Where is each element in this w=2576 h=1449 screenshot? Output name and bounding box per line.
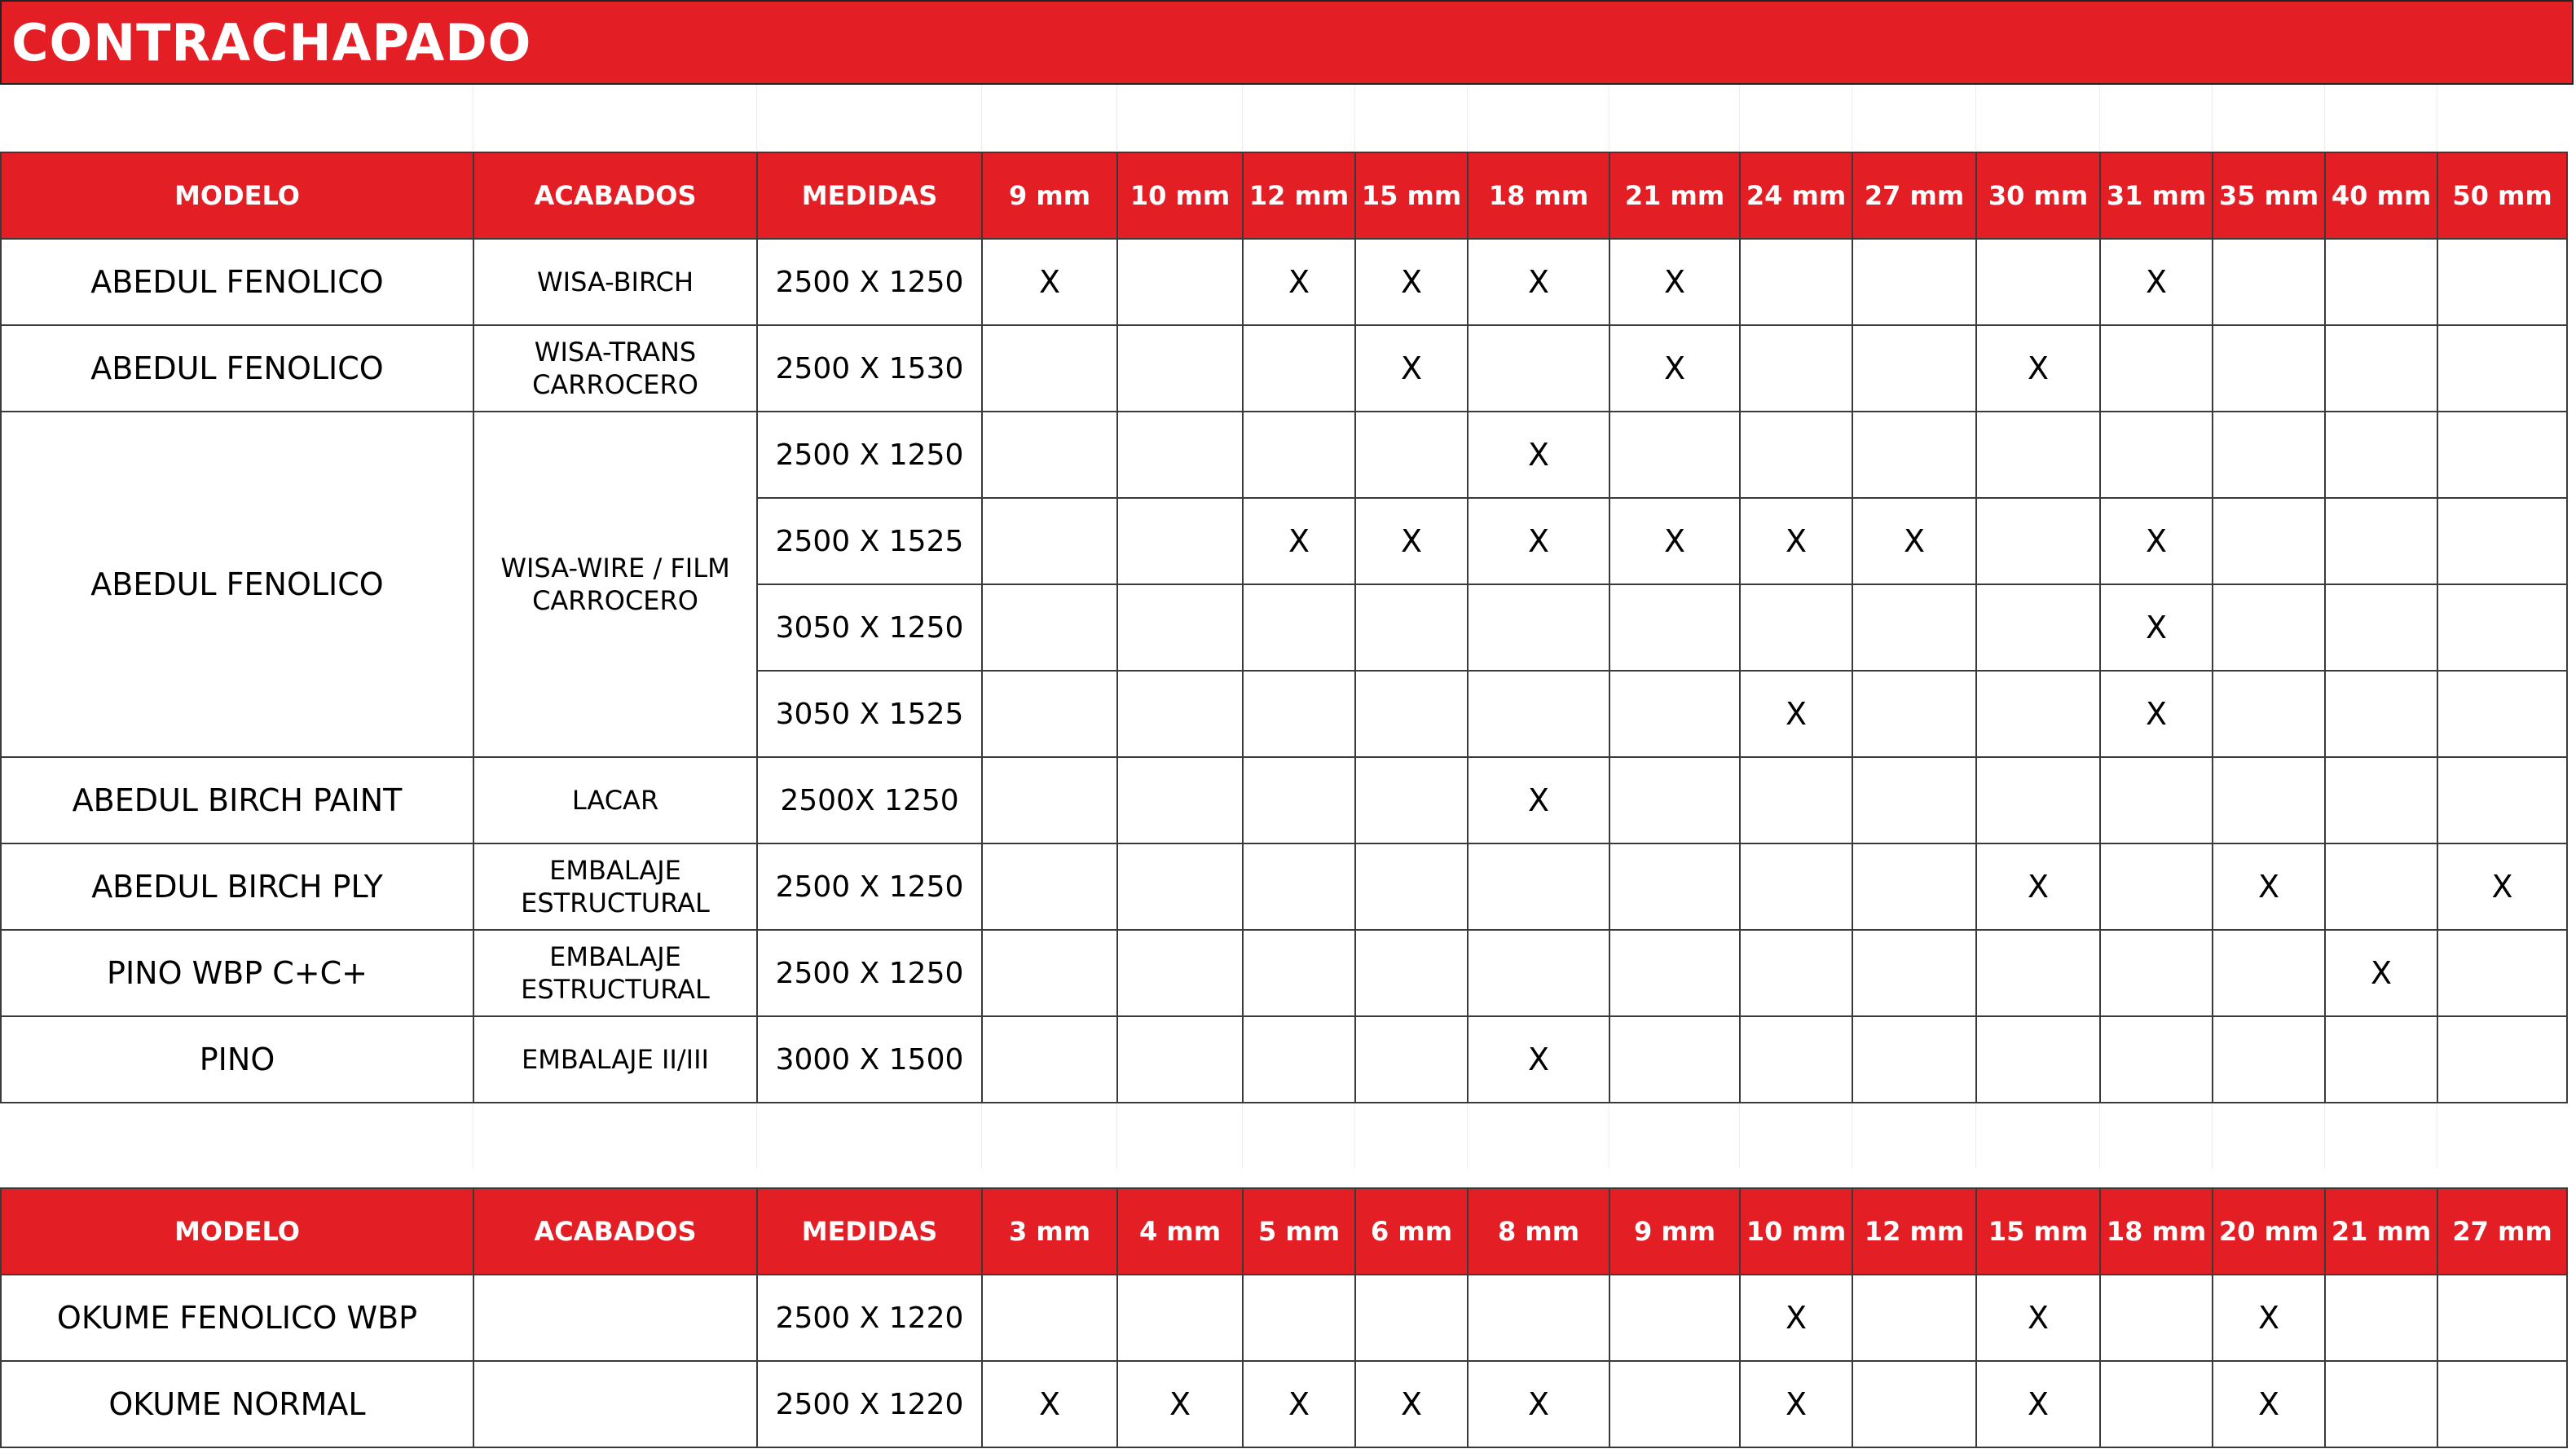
model-cell: OKUME FENOLICO WBP: [1, 1275, 473, 1361]
column-guide: [2099, 1103, 2100, 1169]
thickness-mark: [1609, 1016, 1740, 1103]
thickness-mark: [1976, 671, 2100, 757]
column-header: MEDIDAS: [757, 152, 982, 239]
column-guide: [1116, 85, 1117, 150]
thickness-mark: X: [1976, 1275, 2100, 1361]
column-header: 24 mm: [1740, 152, 1852, 239]
column-guide: [2324, 1103, 2325, 1169]
thickness-mark: [2325, 843, 2437, 930]
size-cell: 3050 X 1250: [757, 584, 982, 671]
thickness-mark: X: [1468, 498, 1609, 584]
thickness-mark: [1852, 671, 1976, 757]
column-header: MODELO: [1, 1188, 473, 1275]
column-header: 5 mm: [1243, 1188, 1355, 1275]
column-guide: [2324, 85, 2325, 150]
thickness-mark: X: [1243, 498, 1355, 584]
finish-line: ESTRUCTURAL: [521, 974, 710, 1005]
column-guide: [1354, 85, 1355, 150]
thickness-mark: X: [1976, 1361, 2100, 1447]
column-guide: [2099, 85, 2100, 150]
finish-line: WISA-WIRE / FILM: [500, 553, 730, 584]
thickness-mark: [1243, 412, 1355, 498]
thickness-mark: X: [2100, 239, 2213, 325]
thickness-mark: [2213, 584, 2325, 671]
size-cell: 3050 X 1525: [757, 671, 982, 757]
column-guide: [1739, 1103, 1740, 1169]
size-cell: 2500 X 1530: [757, 325, 982, 412]
thickness-mark: [2437, 325, 2567, 412]
finish-line: EMBALAJE: [549, 941, 681, 972]
thickness-mark: [1976, 930, 2100, 1016]
thickness-mark: [982, 584, 1117, 671]
thickness-mark: [2325, 239, 2437, 325]
thickness-mark: [1468, 671, 1609, 757]
thickness-mark: [1355, 1016, 1468, 1103]
column-header: ACABADOS: [473, 152, 757, 239]
thickness-mark: [1468, 584, 1609, 671]
finish-cell: [473, 757, 757, 843]
thickness-mark: X: [2213, 1275, 2325, 1361]
column-header: 40 mm: [2325, 152, 2437, 239]
column-guide: [981, 85, 982, 150]
thickness-mark: X: [1468, 239, 1609, 325]
thickness-mark: [1852, 239, 1976, 325]
column-header: 18 mm: [2100, 1188, 2213, 1275]
thickness-mark: X: [1468, 1016, 1609, 1103]
thickness-mark: [1468, 325, 1609, 412]
thickness-mark: [2213, 1016, 2325, 1103]
thickness-mark: [1355, 930, 1468, 1016]
thickness-mark: X: [1468, 1361, 1609, 1447]
column-guide: [1467, 1103, 1468, 1169]
thickness-mark: [1740, 757, 1852, 843]
thickness-mark: [1852, 1275, 1976, 1361]
thickness-mark: [982, 843, 1117, 930]
column-guide: [981, 1103, 982, 1169]
thickness-mark: X: [1740, 498, 1852, 584]
thickness-mark: [2325, 1361, 2437, 1447]
thickness-mark: X: [2325, 930, 2437, 1016]
column-guide: [1467, 85, 1468, 150]
thickness-mark: [1852, 843, 1976, 930]
thickness-mark: X: [1609, 498, 1740, 584]
thickness-mark: [2100, 1016, 2213, 1103]
thickness-mark: [1117, 1275, 1243, 1361]
model-cell: ABEDUL BIRCH PLY: [1, 843, 473, 930]
thickness-mark: [2213, 757, 2325, 843]
size-cell: 2500 X 1220: [757, 1361, 982, 1447]
thickness-mark: [1852, 1016, 1976, 1103]
thickness-mark: X: [1355, 239, 1468, 325]
thickness-mark: [1740, 412, 1852, 498]
thickness-mark: [2100, 1361, 2213, 1447]
finish-cell: [473, 239, 757, 325]
column-header: 4 mm: [1117, 1188, 1243, 1275]
column-header: 9 mm: [982, 152, 1117, 239]
thickness-mark: [1976, 412, 2100, 498]
model-cell: ABEDUL FENOLICO: [1, 239, 473, 325]
size-cell: 2500 X 1250: [757, 239, 982, 325]
column-header: MODELO: [1, 152, 473, 239]
table-row: [1, 239, 2567, 325]
thickness-mark: X: [2100, 498, 2213, 584]
thickness-mark: [1355, 843, 1468, 930]
thickness-mark: [982, 1016, 1117, 1103]
size-cell: 2500X 1250: [757, 757, 982, 843]
thickness-mark: [1355, 584, 1468, 671]
thickness-mark: X: [1976, 325, 2100, 412]
column-guide: [1242, 1103, 1243, 1169]
thickness-mark: [1852, 1361, 1976, 1447]
thickness-mark: [1243, 584, 1355, 671]
finish-cell: [473, 1275, 757, 1361]
size-cell: 3000 X 1500: [757, 1016, 982, 1103]
thickness-mark: [1609, 930, 1740, 1016]
thickness-mark: X: [1243, 1361, 1355, 1447]
thickness-mark: [1355, 757, 1468, 843]
column-header: ACABADOS: [473, 1188, 757, 1275]
thickness-mark: [2100, 930, 2213, 1016]
column-header: 35 mm: [2213, 152, 2325, 239]
thickness-mark: [1852, 930, 1976, 1016]
column-header: 6 mm: [1355, 1188, 1468, 1275]
column-guide: [1975, 1103, 1976, 1169]
column-header: 18 mm: [1468, 152, 1609, 239]
column-guide: [2212, 85, 2213, 150]
thickness-mark: X: [1740, 671, 1852, 757]
column-header: 20 mm: [2213, 1188, 2325, 1275]
column-header: 15 mm: [1355, 152, 1468, 239]
thickness-mark: [2325, 584, 2437, 671]
finish-line: EMBALAJE II/III: [522, 1044, 709, 1075]
thickness-mark: [2213, 930, 2325, 1016]
column-guide: [2212, 1103, 2213, 1169]
table-row: [1, 412, 2567, 498]
column-header: 9 mm: [1609, 1188, 1740, 1275]
column-header: 10 mm: [1740, 1188, 1852, 1275]
column-header: 10 mm: [1117, 152, 1243, 239]
thickness-mark: X: [1468, 412, 1609, 498]
table-row: [1, 1275, 2567, 1361]
thickness-mark: [1740, 843, 1852, 930]
thickness-mark: [1243, 930, 1355, 1016]
thickness-mark: [2213, 671, 2325, 757]
thickness-mark: [1243, 325, 1355, 412]
size-cell: 2500 X 1250: [757, 412, 982, 498]
thickness-mark: [1609, 757, 1740, 843]
model-cell: ABEDUL FENOLICO: [1, 412, 473, 757]
thickness-mark: [2437, 1016, 2567, 1103]
thickness-mark: [1117, 325, 1243, 412]
finish-cell: [473, 412, 757, 757]
thickness-mark: X: [1976, 843, 2100, 930]
thickness-mark: [2437, 239, 2567, 325]
thickness-mark: X: [1355, 1361, 1468, 1447]
column-header: 12 mm: [1243, 152, 1355, 239]
thickness-mark: [1609, 584, 1740, 671]
header-row: [1, 152, 2567, 239]
model-cell: PINO: [1, 1016, 473, 1103]
column-header: 15 mm: [1976, 1188, 2100, 1275]
thickness-mark: [2325, 412, 2437, 498]
column-header: 21 mm: [1609, 152, 1740, 239]
okume-table: [0, 1187, 2568, 1448]
thickness-mark: [2100, 1275, 2213, 1361]
column-guide: [1242, 85, 1243, 150]
thickness-mark: [1852, 757, 1976, 843]
thickness-mark: [1355, 412, 1468, 498]
spacer-row: [0, 85, 2576, 150]
size-cell: 2500 X 1525: [757, 498, 982, 584]
thickness-mark: X: [2437, 843, 2567, 930]
column-header: MEDIDAS: [757, 1188, 982, 1275]
thickness-mark: [2437, 1361, 2567, 1447]
thickness-mark: X: [1468, 757, 1609, 843]
column-header: 12 mm: [1852, 1188, 1976, 1275]
thickness-mark: X: [1117, 1361, 1243, 1447]
finish-line: ESTRUCTURAL: [521, 887, 710, 918]
thickness-mark: X: [1355, 325, 1468, 412]
thickness-mark: X: [1609, 239, 1740, 325]
thickness-mark: [1117, 843, 1243, 930]
table-row: [1, 1361, 2567, 1447]
thickness-mark: [1740, 1016, 1852, 1103]
table-row: [1, 930, 2567, 1016]
thickness-mark: [1468, 1275, 1609, 1361]
column-header: 30 mm: [1976, 152, 2100, 239]
thickness-mark: [2213, 498, 2325, 584]
size-cell: 2500 X 1220: [757, 1275, 982, 1361]
thickness-mark: [1852, 584, 1976, 671]
thickness-mark: [2437, 412, 2567, 498]
thickness-mark: [2100, 757, 2213, 843]
size-cell: 2500 X 1250: [757, 843, 982, 930]
finish-line: WISA-TRANS: [534, 337, 697, 368]
thickness-mark: X: [982, 239, 1117, 325]
thickness-mark: [2213, 325, 2325, 412]
size-cell: 2500 X 1250: [757, 930, 982, 1016]
finish-cell: [473, 1016, 757, 1103]
thickness-mark: [1976, 584, 2100, 671]
thickness-mark: [1468, 930, 1609, 1016]
thickness-mark: [982, 930, 1117, 1016]
thickness-mark: X: [982, 1361, 1117, 1447]
column-header: 50 mm: [2437, 152, 2567, 239]
thickness-mark: [1976, 239, 2100, 325]
thickness-mark: [1468, 843, 1609, 930]
thickness-mark: [982, 498, 1117, 584]
finish-line: LACAR: [571, 785, 659, 816]
thickness-mark: [2437, 498, 2567, 584]
thickness-mark: [1976, 757, 2100, 843]
finish-cell: [473, 843, 757, 930]
thickness-mark: [2437, 584, 2567, 671]
page-title: CONTRACHAPADO: [11, 13, 532, 73]
title-bar: [0, 0, 2574, 85]
thickness-mark: [1117, 757, 1243, 843]
finish-cell: [473, 1361, 757, 1447]
thickness-mark: X: [1740, 1275, 1852, 1361]
thickness-mark: [1117, 239, 1243, 325]
column-guide: [756, 85, 757, 150]
table-row: [1, 325, 2567, 412]
thickness-mark: [1117, 1016, 1243, 1103]
thickness-mark: [1117, 584, 1243, 671]
thickness-mark: [1117, 671, 1243, 757]
model-cell: ABEDUL FENOLICO: [1, 325, 473, 412]
thickness-mark: [2213, 239, 2325, 325]
thickness-mark: [2325, 671, 2437, 757]
column-header: 27 mm: [2437, 1188, 2567, 1275]
thickness-mark: [982, 412, 1117, 498]
column-header: 8 mm: [1468, 1188, 1609, 1275]
thickness-mark: [1740, 930, 1852, 1016]
thickness-mark: [2325, 1275, 2437, 1361]
thickness-mark: [1740, 325, 1852, 412]
thickness-mark: [1243, 843, 1355, 930]
column-header: 27 mm: [1852, 152, 1976, 239]
thickness-mark: X: [2213, 843, 2325, 930]
thickness-mark: [2100, 325, 2213, 412]
finish-line: WISA-BIRCH: [536, 266, 694, 297]
thickness-mark: [1609, 1361, 1740, 1447]
thickness-mark: [1243, 757, 1355, 843]
thickness-mark: [1740, 584, 1852, 671]
thickness-mark: [982, 671, 1117, 757]
thickness-mark: X: [2100, 584, 2213, 671]
thickness-mark: [2325, 325, 2437, 412]
column-header: 21 mm: [2325, 1188, 2437, 1275]
thickness-mark: [2437, 757, 2567, 843]
thickness-mark: [1976, 498, 2100, 584]
thickness-mark: [982, 757, 1117, 843]
thickness-mark: [2100, 843, 2213, 930]
thickness-mark: [2213, 412, 2325, 498]
thickness-mark: [2437, 1275, 2567, 1361]
thickness-mark: [2100, 412, 2213, 498]
thickness-mark: X: [1355, 498, 1468, 584]
thickness-mark: [2437, 930, 2567, 1016]
finish-line: EMBALAJE: [549, 855, 681, 886]
thickness-mark: [1609, 1275, 1740, 1361]
plywood-table: [0, 152, 2568, 1103]
thickness-mark: [1852, 412, 1976, 498]
column-guide: [1354, 1103, 1355, 1169]
thickness-mark: [1609, 671, 1740, 757]
thickness-mark: [982, 325, 1117, 412]
thickness-mark: [1609, 843, 1740, 930]
thickness-mark: [1355, 1275, 1468, 1361]
finish-line: CARROCERO: [532, 369, 698, 400]
finish-line: CARROCERO: [532, 585, 698, 616]
thickness-mark: [1243, 1016, 1355, 1103]
thickness-mark: [2437, 671, 2567, 757]
thickness-mark: [1117, 498, 1243, 584]
column-guide: [1975, 85, 1976, 150]
thickness-mark: [1740, 239, 1852, 325]
thickness-mark: [1609, 412, 1740, 498]
thickness-mark: [1852, 325, 1976, 412]
thickness-mark: [1117, 412, 1243, 498]
column-header: 3 mm: [982, 1188, 1117, 1275]
thickness-mark: X: [2213, 1361, 2325, 1447]
spacer-row: [0, 1103, 2576, 1169]
column-header: 31 mm: [2100, 152, 2213, 239]
thickness-mark: X: [1243, 239, 1355, 325]
thickness-mark: [2325, 498, 2437, 584]
finish-cell: [473, 930, 757, 1016]
table-row: [1, 843, 2567, 930]
finish-cell: [473, 325, 757, 412]
model-cell: PINO WBP C+C+: [1, 930, 473, 1016]
column-guide: [756, 1103, 757, 1169]
table-row: [1, 1016, 2567, 1103]
thickness-mark: [982, 1275, 1117, 1361]
model-cell: OKUME NORMAL: [1, 1361, 473, 1447]
thickness-mark: X: [2100, 671, 2213, 757]
thickness-mark: X: [1740, 1361, 1852, 1447]
thickness-mark: [2325, 1016, 2437, 1103]
table-row: [1, 757, 2567, 843]
thickness-mark: [1976, 1016, 2100, 1103]
model-cell: ABEDUL BIRCH PAINT: [1, 757, 473, 843]
header-row: [1, 1188, 2567, 1275]
thickness-mark: X: [1609, 325, 1740, 412]
thickness-mark: [1243, 671, 1355, 757]
thickness-mark: [1243, 1275, 1355, 1361]
thickness-mark: [1355, 671, 1468, 757]
thickness-mark: [1117, 930, 1243, 1016]
thickness-mark: [2325, 757, 2437, 843]
column-guide: [1739, 85, 1740, 150]
thickness-mark: X: [1852, 498, 1976, 584]
column-guide: [1116, 1103, 1117, 1169]
